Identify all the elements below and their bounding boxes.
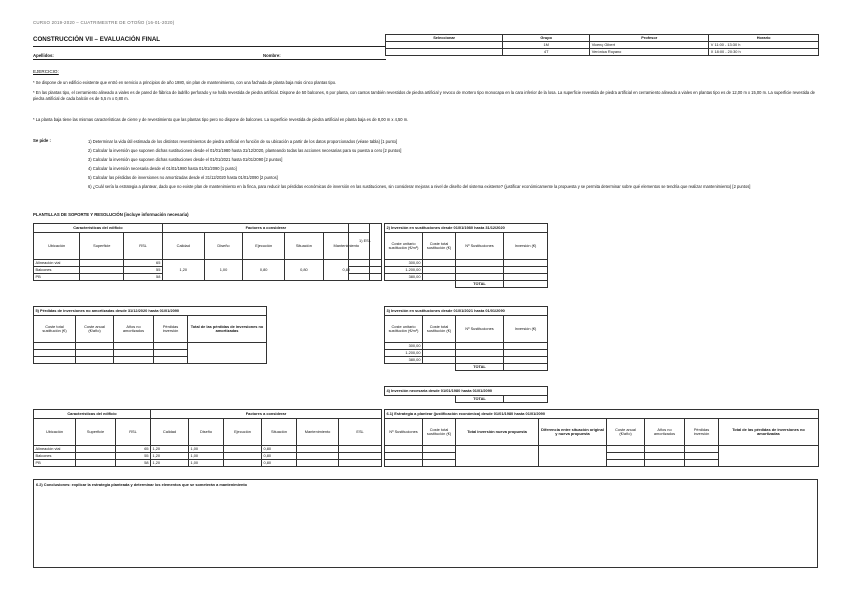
esl-input[interactable] (339, 446, 382, 453)
group-header: Factores a considerar (151, 410, 382, 419)
factor-cell: 0,80 (285, 260, 324, 281)
situation-cell: 0,80 (262, 446, 297, 453)
col-header: Situación (285, 233, 324, 260)
investment-input[interactable] (504, 350, 548, 357)
loss-input[interactable] (154, 350, 188, 357)
total-cost-input[interactable] (423, 274, 456, 281)
rsl-cell: 55 (124, 267, 163, 274)
total-label: TOTAL (456, 396, 504, 403)
table-title: 6.1) Estrategia a plantear (justificación económica) desde 01/01/1980 hasta 01/01/2090 (385, 410, 819, 419)
quality-cell: 1,20 (151, 460, 189, 467)
col-header: Diferencia entre situación original y nueva propuesta (539, 419, 607, 446)
col-header: Mantenimiento (323, 233, 369, 260)
esl-header: 1) ESL (349, 224, 382, 260)
situation-cell: 0,80 (262, 453, 297, 460)
title-underline (33, 46, 386, 47)
unit-cost-cell: 300,00 (385, 260, 423, 267)
col-header: Inversión (€) (504, 233, 548, 260)
questions-heading: Se pide : (33, 138, 51, 143)
strategy-input[interactable] (645, 446, 685, 453)
col-header: Pérdidas inversión (154, 316, 188, 343)
location-cell: PB (34, 274, 80, 281)
exercise-paragraph: * Se dispone de un edificio existente que entró en servicio a principios de año 1980, sin plan de mantenimiento, con una fachada de planta baja más cinco plantas tipo. (33, 80, 337, 85)
total-input[interactable] (504, 396, 548, 403)
location-cell: Balcones (34, 267, 80, 274)
substitutions-input[interactable] (456, 350, 504, 357)
question-item: 6) ¿Cuál sería la estrategia a plantear, dado que no existe plan de mantenimiento en la finca, para reducir las pérdidas económicas de inversión en las sustituciones, sin considerar mejoras a nivel de diseño del sistema existente? (justificar económicamente la propuesta y se permita determinar sobre qué elementos se tendría que realizar mantenimiento) [2 puntos] (88, 184, 751, 189)
location-cell: PB (34, 460, 76, 467)
investment-input[interactable] (504, 260, 548, 267)
group-cell: V 11:00 - 13:30 h (709, 42, 819, 49)
esl-column (348, 223, 382, 281)
table-title: 5) Pérdidas de inversiones no amortizadas desde 31/12/2020 hasta 01/01/2090 (34, 307, 267, 316)
total-cost-input[interactable] (423, 357, 456, 364)
group-col-header: Grupo (503, 35, 590, 42)
strategy-input[interactable] (645, 460, 685, 467)
total-cost-input[interactable] (423, 350, 456, 357)
group-select-checkbox[interactable] (386, 42, 503, 49)
loss-input[interactable] (154, 357, 188, 364)
design-cell: 1,00 (189, 453, 224, 460)
group-header: Factores a considerar (162, 224, 369, 233)
strategy-factors-table (33, 409, 382, 467)
loss-total-input[interactable] (188, 343, 267, 364)
investment-table-1980-2020 (384, 223, 548, 288)
col-header: Diseño (204, 233, 243, 260)
quality-cell: 1,20 (151, 446, 189, 453)
strategy-input[interactable] (385, 460, 423, 467)
total-label: TOTAL (456, 281, 504, 288)
factor-cell: 1,20 (162, 260, 204, 281)
table-title: 2) Inversión en sustituciones desde 01/01/1980 hasta 31/12/2020 (385, 224, 548, 233)
exercise-heading: EJERCICIO: (33, 69, 59, 74)
losses-table (33, 306, 267, 364)
col-header: Total inversión nueva propuesta (456, 419, 539, 446)
col-header: Nº Sustituciones (456, 233, 504, 260)
group-select-checkbox[interactable] (386, 49, 503, 56)
col-header: Ejecución (243, 233, 285, 260)
esl-input[interactable] (339, 460, 382, 467)
strategy-loss-total-input[interactable] (719, 446, 819, 467)
esl-input[interactable] (349, 274, 382, 281)
table-title: 4) Inversión necesaria desde 01/01/1980 hasta 01/01/2090 (385, 387, 548, 396)
strategy-input[interactable] (607, 446, 645, 453)
investment-table-1980-2090 (384, 386, 548, 403)
surname-label: Apellidos: (33, 53, 54, 58)
situation-cell: 0,80 (262, 460, 297, 467)
name-line (33, 59, 386, 60)
strategy-table (384, 409, 819, 467)
loss-input[interactable] (34, 350, 76, 357)
substitutions-input[interactable] (456, 343, 504, 350)
group-header: Características del edificio (34, 410, 151, 419)
col-header: Nº Sustituciones (456, 316, 504, 343)
rsl-cell: 58 (124, 274, 163, 281)
substitutions-input[interactable] (456, 357, 504, 364)
strategy-input[interactable] (607, 453, 645, 460)
col-header: Años no amortizados (645, 419, 685, 446)
substitutions-input[interactable] (456, 267, 504, 274)
strategy-input[interactable] (423, 446, 456, 453)
conclusions-label: 6.2) Conclusiones: explicar la estrategia planteada y determinar los elementos que se someterán a mantenimiento (36, 482, 248, 487)
factor-cell: 1,00 (204, 260, 243, 281)
loss-input[interactable] (34, 343, 76, 350)
unit-cost-cell: 1.200,00 (385, 267, 423, 274)
strategy-input[interactable] (685, 460, 719, 467)
question-item: 2) Calcular la inversión que suponen dichas sustituciones desde el 01/01/1980 hasta 31/12/2020, planteando todas las acciones necesarias para su puesta a cero [2 puntos] (88, 148, 402, 153)
total-input[interactable] (504, 364, 548, 371)
loss-input[interactable] (34, 357, 76, 364)
total-cost-input[interactable] (423, 260, 456, 267)
conclusions-box[interactable] (33, 479, 818, 568)
exam-title: CONSTRUCCIÓN VII – EVALUACIÓN FINAL (33, 36, 161, 43)
col-header: Calidad (162, 233, 204, 260)
maintenance-input[interactable] (297, 460, 339, 467)
group-cell: Vicenç Gibert (590, 42, 709, 49)
location-cell: Balcones (34, 453, 76, 460)
col-header: Coste total sustitución (€) (423, 419, 456, 446)
location-cell: Alineación vial (34, 260, 80, 267)
col-header: Situación (262, 419, 297, 446)
group-header: Características del edificio (34, 224, 163, 233)
strategy-input[interactable] (423, 453, 456, 460)
investment-input[interactable] (504, 274, 548, 281)
rsl-cell: 55 (116, 453, 151, 460)
unit-cost-cell: 1.200,00 (385, 350, 423, 357)
investment-table-2021-2090 (384, 306, 548, 371)
surface-input[interactable] (76, 446, 116, 453)
total-cost-input[interactable] (423, 343, 456, 350)
investment-input[interactable] (504, 357, 548, 364)
unit-cost-cell: 300,00 (385, 343, 423, 350)
question-item: 5) Calcular las pérdidas de inversiones no amortizadas desde el 31/12/2020 hasta 01/01/2090 [2 puntos] (88, 175, 278, 180)
name-label: Nombre: (263, 53, 281, 58)
col-header: Total de las pérdidas de inversiones no amortizadas (719, 419, 819, 446)
strategy-input[interactable] (607, 460, 645, 467)
group-cell: 4T (503, 49, 590, 56)
group-cell: X 18:00 - 20:30 h (709, 49, 819, 56)
col-header: Superficie (76, 419, 116, 446)
col-header: Pérdidas inversión (685, 419, 719, 446)
loss-input[interactable] (114, 350, 154, 357)
rsl-cell: 65 (116, 446, 151, 453)
group-col-header: Seleccionar (386, 35, 503, 42)
col-header: Mantenimiento (297, 419, 339, 446)
strategy-input[interactable] (685, 446, 719, 453)
esl-input[interactable] (349, 260, 382, 267)
col-header: Coste unitario sustitución (€/m²) (385, 233, 423, 260)
col-header: Inversión (€) (504, 316, 548, 343)
esl-input[interactable] (339, 453, 382, 460)
location-cell: Alineación vial (34, 446, 76, 453)
surface-input[interactable] (80, 267, 124, 274)
table-title: 3) Inversión en sustituciones desde 01/01/2021 hasta 01/01/2090 (385, 307, 548, 316)
loss-input[interactable] (76, 343, 114, 350)
group-cell: 1M (503, 42, 590, 49)
total-label: TOTAL (456, 364, 504, 371)
strategy-input[interactable] (385, 446, 423, 453)
substitutions-input[interactable] (456, 260, 504, 267)
col-header: Superficie (80, 233, 124, 260)
group-cell: Verónica Royano (590, 49, 709, 56)
esl-table (33, 223, 381, 281)
design-cell: 1,00 (189, 460, 224, 467)
quality-cell: 1,20 (151, 453, 189, 460)
loss-input[interactable] (114, 357, 154, 364)
col-header: Coste total sustitución (€) (423, 316, 456, 343)
exercise-paragraph: * En las plantas tipo, el cerramiento alineado a viales es de pared de fábrica de ladrillo perforado y se halla revestida de piedra artificial. Dispone de 50 balcones, 6 por planta, con cantos también revestidos de piedra artificial y revoco de mortero tipo monocapa en la cara inferior de la losa. La superficie revestida de piedra artificial en cerramiento alineado a viales en plantas tipo es de 12,00 m x 15,00 m. La superficie revestida de piedra artificial de cada balcón es de 5,5 m x 0,80 m. (33, 90, 815, 101)
execution-input[interactable] (224, 460, 262, 467)
substitutions-input[interactable] (456, 274, 504, 281)
col-header: ESL (339, 419, 382, 446)
group-col-header: Horario (709, 35, 819, 42)
loss-input[interactable] (76, 357, 114, 364)
rsl-cell: 65 (124, 260, 163, 267)
unit-cost-cell: 380,00 (385, 274, 423, 281)
col-header: Ubicación (34, 233, 80, 260)
execution-input[interactable] (224, 446, 262, 453)
col-header: Nº Sustituciones (385, 419, 423, 446)
question-item: 3) Calcular la inversión que suponen dichas sustituciones desde el 01/01/2021 hasta 01/01/2090 [2 puntos] (88, 157, 283, 162)
surface-input[interactable] (76, 453, 116, 460)
maintenance-input[interactable] (297, 446, 339, 453)
investment-input[interactable] (504, 267, 548, 274)
col-header: Coste total sustitución (€) (34, 316, 76, 343)
loss-input[interactable] (114, 343, 154, 350)
group-table (385, 34, 819, 56)
course-info: CURSO 2019-2020 – CUATRIMESTRE DE OTOÑO (16-01-2020) (33, 20, 175, 25)
group-col-header: Profesor (590, 35, 709, 42)
investment-input[interactable] (504, 343, 548, 350)
factor-cell: 0,80 (323, 260, 369, 281)
col-header: Ejecución (224, 419, 262, 446)
col-header: Coste anual (€/año) (607, 419, 645, 446)
strategy-input[interactable] (423, 460, 456, 467)
col-header: Diseño (189, 419, 224, 446)
surface-input[interactable] (80, 260, 124, 267)
total-cost-input[interactable] (423, 267, 456, 274)
total-input[interactable] (504, 281, 548, 288)
strategy-diff-input[interactable] (539, 446, 607, 467)
col-header: Ubicación (34, 419, 76, 446)
strategy-total-input[interactable] (456, 446, 539, 467)
surface-input[interactable] (76, 460, 116, 467)
col-header: Calidad (151, 419, 189, 446)
loss-input[interactable] (76, 350, 114, 357)
esl-input[interactable] (349, 267, 382, 274)
question-item: 1) Determinar la vida útil estimada de los distintos revestimientos de piedra artificial en función de su ubicación a partir de los datos proporcionados (véase tabla) [1 punto] (88, 139, 398, 144)
col-header: Coste unitario sustitución (€/m²) (385, 316, 423, 343)
loss-input[interactable] (154, 343, 188, 350)
rsl-cell: 58 (116, 460, 151, 467)
execution-input[interactable] (224, 453, 262, 460)
strategy-input[interactable] (385, 453, 423, 460)
factor-cell: 0,80 (243, 260, 285, 281)
strategy-input[interactable] (685, 453, 719, 460)
col-header: Total de las pérdidas de inversiones no amortizadas (188, 316, 267, 343)
templates-title: PLANTILLAS DE SOPORTE Y RESOLUCIÓN (incluye información necesaria) (33, 212, 189, 217)
exercise-paragraph: * La planta baja tiene las mismas características de cierre y de revestimiento que las plantas tipo pero no dispone de balcones. La superficie revestida de piedra artificial en planta baja es de 8,00 m x 4,50 m. (33, 117, 409, 122)
col-header: Años no amortizados (114, 316, 154, 343)
maintenance-input[interactable] (297, 453, 339, 460)
strategy-input[interactable] (645, 453, 685, 460)
col-header: RSL (116, 419, 151, 446)
col-header: Coste total sustitución (€) (423, 233, 456, 260)
col-header: RSL (124, 233, 163, 260)
col-header: Coste anual (€/año) (76, 316, 114, 343)
unit-cost-cell: 380,00 (385, 357, 423, 364)
surface-input[interactable] (80, 274, 124, 281)
question-item: 4) Calcular la inversión necesaria desde el 01/01/1980 hasta 01/01/2090 [1 punto] (88, 166, 237, 171)
design-cell: 1,00 (189, 446, 224, 453)
